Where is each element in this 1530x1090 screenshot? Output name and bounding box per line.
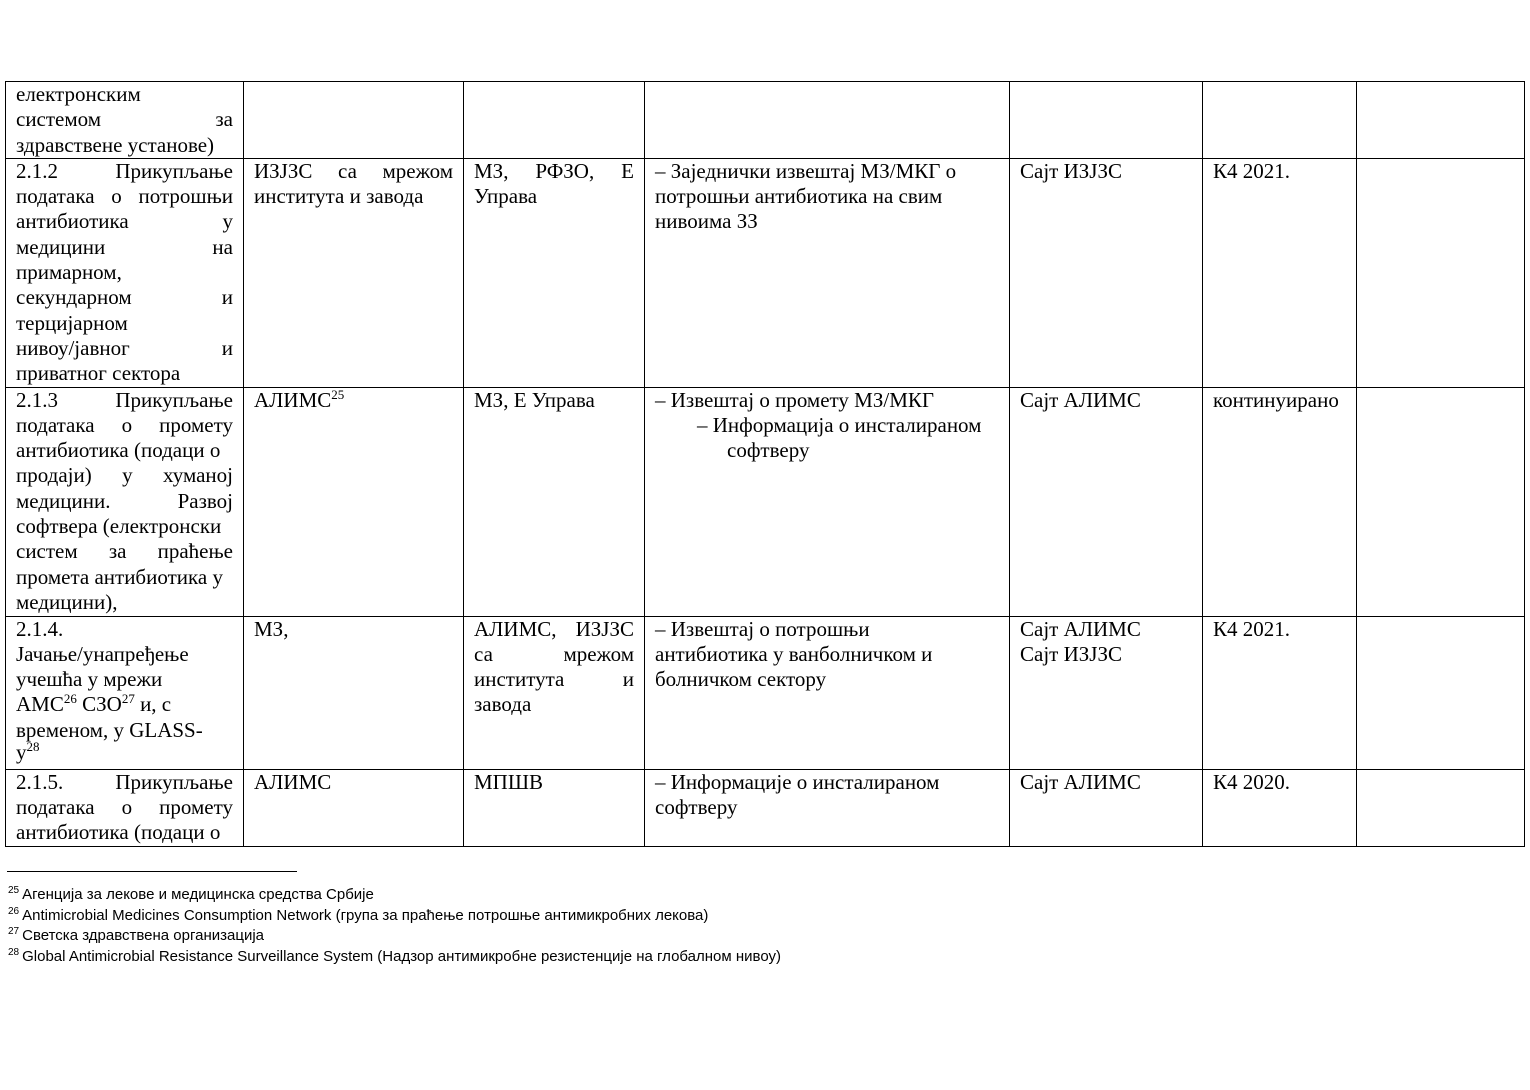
cell-line: софтвера (електронски [16, 514, 222, 539]
note-cell [1357, 769, 1525, 846]
footnote [8, 906, 781, 927]
cell-line: МЗ, РФЗО, Е [474, 158, 634, 183]
action-plan-table [5, 81, 1525, 847]
responsible-cell [244, 158, 464, 387]
responsible-cell [244, 769, 464, 846]
cell-line: МЗ, Е Управа [474, 387, 595, 412]
cell-line: К4 2021. [1213, 158, 1291, 183]
cell-line: 2.1.5. Прикупљање [16, 769, 233, 794]
cell-line: ИЗЈЗС са мрежом [254, 158, 453, 183]
cell-line: систем за праћење [16, 539, 233, 564]
source-cell [1010, 158, 1203, 387]
table-row [6, 158, 1525, 387]
deadline-cell [1203, 769, 1357, 846]
cell-line [254, 388, 453, 413]
cell-line: медицини), [16, 589, 118, 614]
cell-line: приватног сектора [16, 361, 181, 386]
footnote-text: Global Antimicrobial Resistance Surveillance System (Надзор антимикробне резистенције на глобалном нивоу) [22, 947, 781, 965]
cell-line: нивоима ЗЗ [655, 209, 758, 234]
deadline-cell [1203, 616, 1357, 769]
footnote-text: Агенција за лекове и медицинска средства Србије [22, 886, 374, 903]
list-item: – Информација о инсталираном софтверу [697, 412, 982, 463]
cell-text: у [16, 740, 27, 765]
cell-line: здравствене установе) [16, 132, 215, 157]
deadline-cell [1203, 158, 1357, 387]
deadline-cell [1203, 82, 1357, 159]
activity-cell [6, 387, 244, 616]
cell-line: К4 2021. [1213, 616, 1291, 641]
cell-line: МПШВ [474, 769, 544, 794]
source-cell [1010, 769, 1203, 846]
cell-line: Сајт АЛИМС [1020, 387, 1141, 412]
cell-line: софтверу [655, 794, 738, 819]
footnote-number: 25 [8, 885, 20, 896]
cell-line: АЛИМС [254, 769, 332, 794]
result-cell [645, 387, 1010, 616]
cell-line: примарном, [16, 260, 122, 285]
source-cell [1010, 82, 1203, 159]
cell-line: болничком сектору [655, 667, 827, 692]
activity-cell [6, 158, 244, 387]
cell-text: СЗО [76, 692, 122, 717]
cell-line: МЗ, [254, 616, 289, 641]
cell-line: Сајт ИЗЈЗС [1020, 158, 1122, 183]
cell-line: продаји) у хуманој [16, 463, 233, 488]
table-row [6, 769, 1525, 846]
footnote [8, 947, 781, 968]
cell-line: Јачање/унапређење [16, 641, 189, 666]
partners-cell [464, 387, 645, 616]
footnote-ref: 28 [26, 739, 40, 755]
cell-line: потрошњи антибиотика на свим [655, 184, 943, 209]
cell-line: Сајт АЛИМС [1020, 616, 1141, 641]
responsible-cell [244, 82, 464, 159]
footnote [8, 926, 781, 947]
footnote-separator [7, 871, 297, 872]
cell-line [16, 692, 233, 717]
cell-line: медицини. Развој [16, 488, 233, 513]
cell-line: 2.1.2 Прикупљање [16, 158, 233, 183]
responsible-cell [244, 616, 464, 769]
note-cell [1357, 82, 1525, 159]
note-cell [1357, 616, 1525, 769]
footnote [8, 885, 781, 906]
partners-cell [464, 769, 645, 846]
footnotes [8, 885, 781, 967]
source-cell [1010, 616, 1203, 769]
table-row [6, 82, 1525, 159]
table-row [6, 616, 1525, 769]
partners-cell [464, 82, 645, 159]
cell-line: 2.1.3 Прикупљање [16, 387, 233, 412]
footnote-ref: 25 [331, 387, 345, 402]
cell-line: института и завода [254, 184, 424, 209]
footnote-ref: 26 [63, 691, 77, 707]
cell-line: института и [474, 667, 634, 692]
cell-line: антибиотика у [16, 209, 233, 234]
cell-line: Управа [474, 184, 538, 209]
cell-line: нивоу/јавног и [16, 335, 233, 360]
responsible-cell [244, 387, 464, 616]
footnote-text: Antimicrobial Medicines Consumption Network (група за праћење потрошње антимикробних лекова) [22, 906, 709, 924]
source-cell [1010, 387, 1203, 616]
cell-line: података о промету [16, 412, 233, 437]
cell-line: 2.1.4. [16, 616, 64, 641]
activity-cell [6, 82, 244, 159]
cell-line: антибиотика (подаци о [16, 438, 221, 463]
table-row [6, 387, 1525, 616]
cell-line: Сајт ИЗЈЗС [1020, 641, 1122, 666]
result-cell [645, 616, 1010, 769]
cell-line: електронским [16, 82, 141, 106]
cell-line: података о потрошњи [16, 184, 233, 209]
partners-cell [464, 616, 645, 769]
cell-line: – Извештај о промету МЗ/МКГ [655, 387, 935, 412]
cell-line: К4 2020. [1213, 769, 1291, 794]
cell-line: антибиотика у ванболничком и [655, 641, 933, 666]
footnote-ref: 27 [121, 691, 135, 707]
cell-line: података о промету [16, 794, 233, 819]
partners-cell [464, 158, 645, 387]
note-cell [1357, 387, 1525, 616]
cell-line: антибиотика (подаци о [16, 820, 221, 845]
cell-line: АЛИМС, ИЗЈЗС [474, 616, 634, 641]
cell-line: системом за [16, 107, 233, 132]
result-cell [645, 769, 1010, 846]
cell-line: учешћа у мрежи [16, 667, 163, 692]
cell-line: медицини на [16, 234, 233, 259]
activity-cell [6, 769, 244, 846]
deadline-cell [1203, 387, 1357, 616]
cell-line: са мрежом [474, 641, 634, 666]
cell-line: временом, у GLASS- [16, 717, 203, 742]
cell-text: АМС [16, 692, 64, 717]
activity-cell [6, 616, 244, 769]
cell-text: и, с [134, 692, 172, 717]
footnote-number: 26 [8, 905, 20, 917]
cell-line: завода [474, 692, 532, 717]
cell-line: – Извештај о потрошњи [655, 616, 870, 641]
cell-line: – Заједнички извештај МЗ/МКГ о [655, 158, 957, 183]
cell-line: континуирано [1213, 387, 1339, 412]
cell-text: АЛИМС [254, 387, 332, 412]
cell-line: секундарном и [16, 285, 233, 310]
footnote-text: Светска здравствена организација [22, 927, 264, 945]
cell-line: промета антибиотика у [16, 564, 223, 589]
cell-line: терцијарном [16, 310, 128, 335]
footnote-number: 27 [8, 926, 20, 938]
note-cell [1357, 158, 1525, 387]
cell-line: Сајт АЛИМС [1020, 769, 1141, 794]
footnote-number: 28 [8, 946, 20, 958]
result-cell [645, 158, 1010, 387]
cell-line [16, 739, 233, 765]
result-cell [645, 82, 1010, 159]
cell-line: – Информације о инсталираном [655, 769, 940, 794]
